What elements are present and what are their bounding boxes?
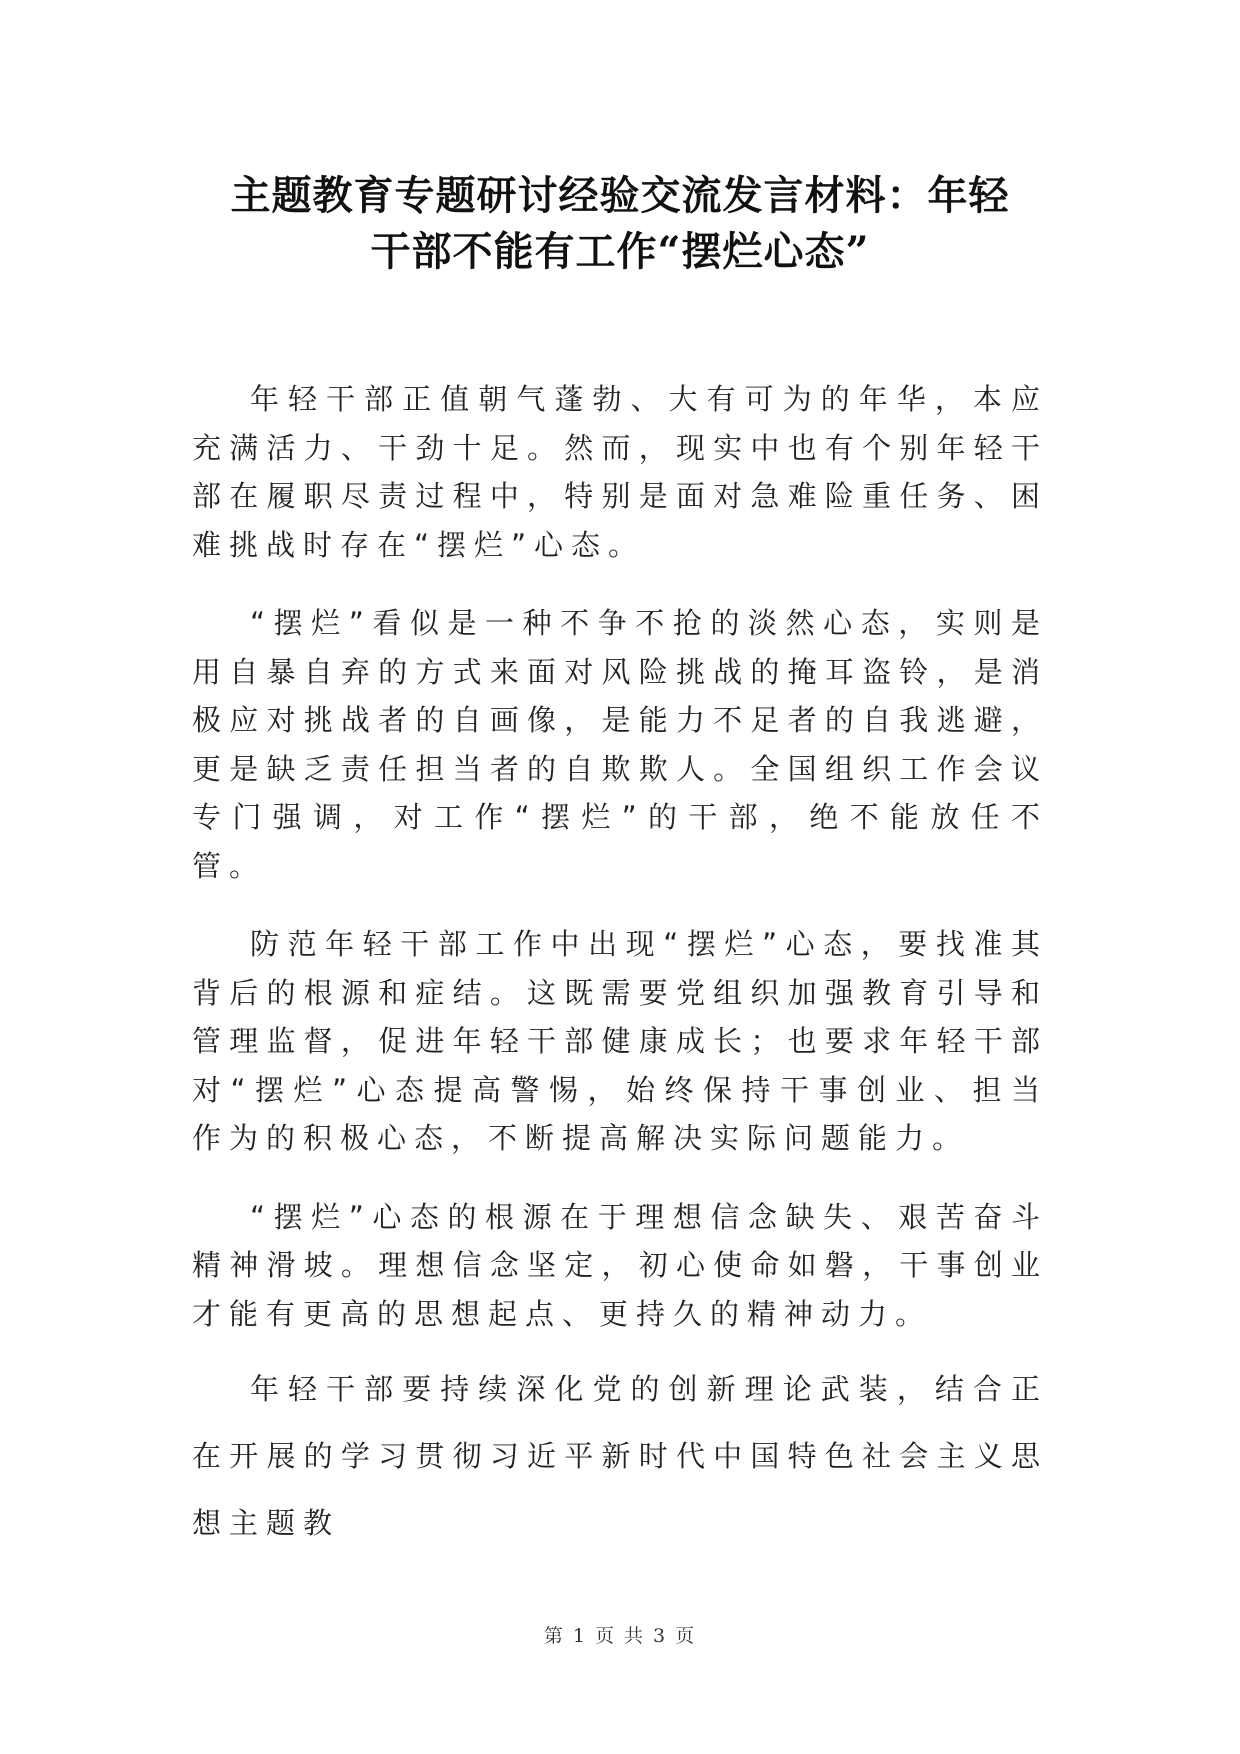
document-title <box>150 168 1090 280</box>
paragraph-4: “摆烂”心态的根源在于理想信念缺失、艰苦奋斗精神滑坡。理想信念坚定，初心使命如磐，干事创业才能有更高的思想起点、更持久的精神动力。 <box>192 1199 1048 1331</box>
paragraph-2: “摆烂”看似是一种不争不抢的淡然心态，实则是用自暴自弃的方式来面对风险挑战的掩耳盗铃，是消极应对挑战者的自画像，是能力不足者的自我逃避，更是缺乏责任担当者的自欺欺人。全国组织工作会议专门强调，对工作“摆烂”的干部，绝不能放任不管。 <box>192 606 1048 883</box>
page-footer: 第 1 页 共 3 页 <box>543 1625 697 1647</box>
title-line-1: 主题教育专题研讨经验交流发言材料：年轻 <box>230 172 1010 219</box>
title-line-2: 干部不能有工作“摆烂心态” <box>370 228 870 275</box>
paragraph-5: 年轻干部要持续深化党的创新理论武装，结合正在开展的学习贯彻习近平新时代中国特色社会主义思想主题教 <box>192 1372 1048 1540</box>
paragraph-1: 年轻干部正值朝气蓬勃、大有可为的年华，本应充满活力、干劲十足。然而，现实中也有个别年轻干部在履职尽责过程中，特别是面对急难险重任务、困难挑战时存在“摆烂”心态。 <box>192 382 1048 562</box>
document-body <box>192 375 1048 1587</box>
paragraph-3: 防范年轻干部工作中出现“摆烂”心态，要找准其背后的根源和症结。这既需要党组织加强教育引导和管理监督，促进年轻干部健康成长；也要求年轻干部对“摆烂”心态提高警惕，始终保持干事创业、担当作为的积极心态，不断提高解决实际问题能力。 <box>192 927 1048 1155</box>
